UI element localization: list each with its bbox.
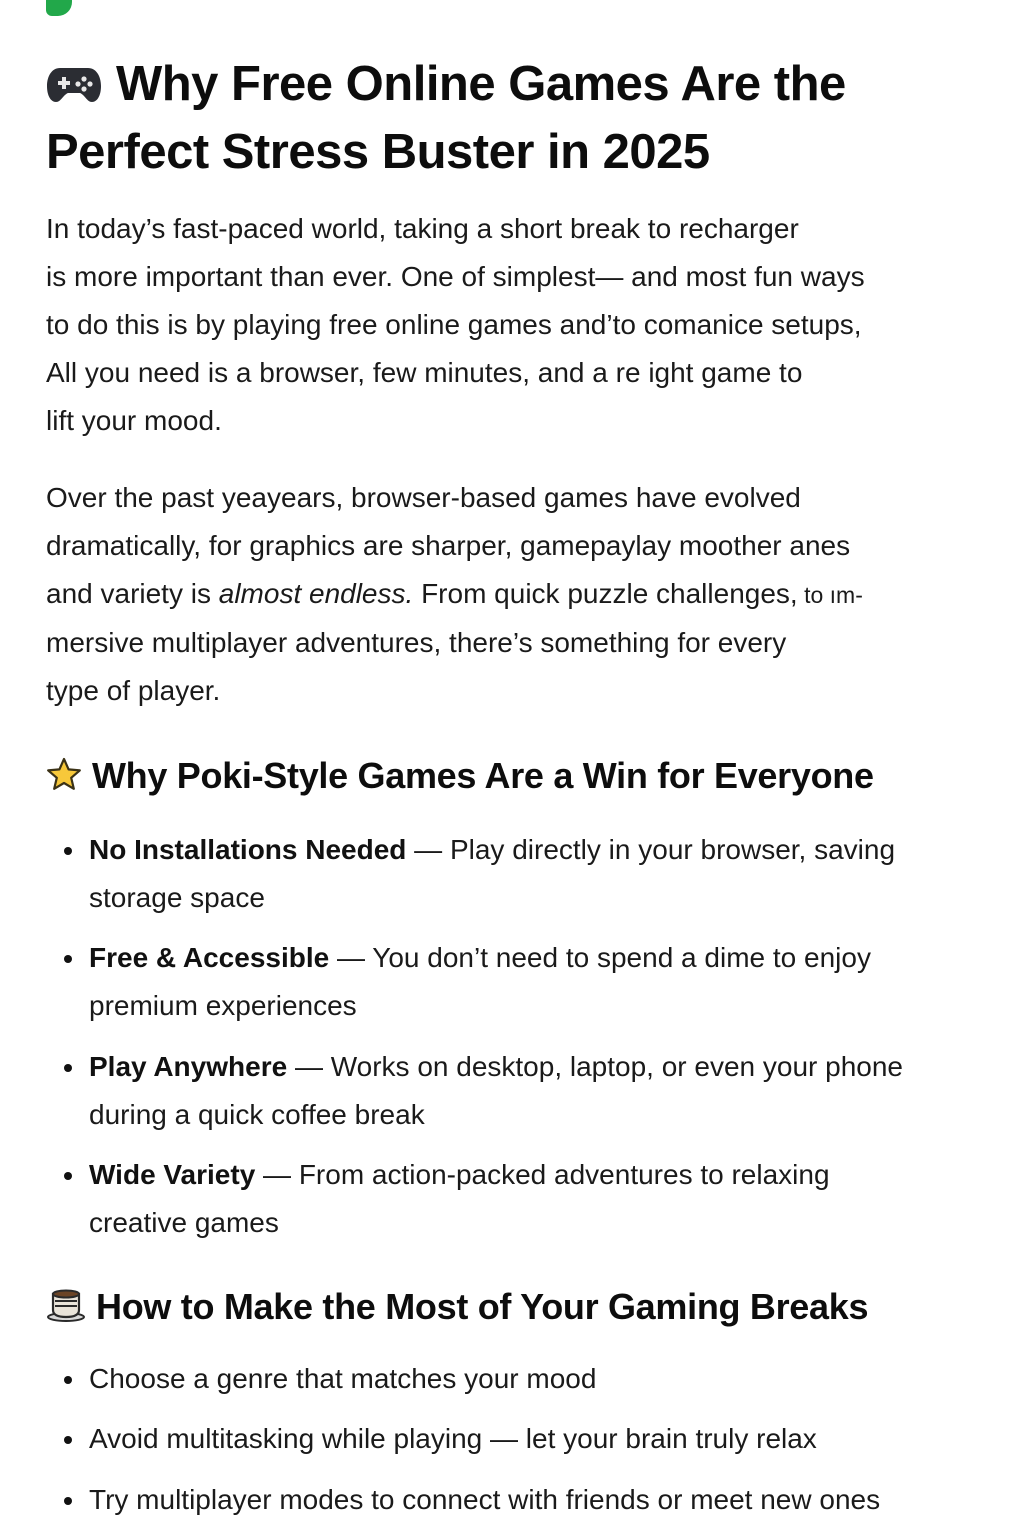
list-item-line: creative games <box>89 1207 279 1238</box>
list-item-line <box>89 1043 976 1091</box>
site-logo-icon <box>46 0 72 16</box>
list-item-text: — You don’t need to spend a dime to enjoy <box>329 942 871 973</box>
evolution-line <box>46 570 976 619</box>
list-item-title: Wide Variety <box>89 1159 256 1190</box>
title-line-2: Perfect Stress Buster in 2025 <box>46 125 710 179</box>
intro-line: In today’s fast-paced world, taking a short break to recharger <box>46 213 799 244</box>
list-item-title: Free & Accessible <box>89 942 330 973</box>
list-item-text: Try multiplayer modes to connect with friends or meet new ones <box>89 1484 881 1515</box>
bullet-icon <box>64 1436 72 1444</box>
list-item-line <box>89 934 976 982</box>
list-item-text: — Works on desktop, laptop, or even your phone <box>287 1051 904 1082</box>
list-item-text: Avoid multitasking while playing — let your brain truly relax <box>89 1423 817 1454</box>
benefits-list <box>46 826 976 1247</box>
section-heading-benefits <box>46 752 986 803</box>
bullet-icon <box>64 1376 72 1384</box>
intro-line: is more important than ever. One of simplest— and most fun ways <box>46 261 865 292</box>
list-item <box>46 1043 976 1139</box>
list-item-line: storage space <box>89 882 265 913</box>
bullet-icon <box>64 1064 72 1072</box>
coffee-cup-icon <box>46 1286 86 1334</box>
star-icon <box>46 755 82 803</box>
evolution-line: Over the past yeaуears, browser-based games have evolved <box>46 482 801 513</box>
section-heading-tips <box>46 1283 986 1334</box>
evolution-text-small: to ım- <box>797 582 863 608</box>
list-item <box>46 1415 976 1463</box>
section-heading-text: Why Poki-Style Games Are a Win for Everyone <box>92 755 874 796</box>
evolution-line: dramatically, for graphics are sharper, gamepaylay moother anes <box>46 530 851 561</box>
evolution-paragraph <box>46 474 976 715</box>
evolution-line: type of player. <box>46 675 221 706</box>
list-item <box>46 1355 976 1403</box>
emphasis-text: almost endless. <box>218 578 414 609</box>
evolution-text: From quick puzzle challenges, <box>413 578 798 609</box>
list-item <box>46 934 976 1030</box>
title-line-1: Why Free Online Games Are the <box>116 57 846 111</box>
bullet-icon <box>64 1497 72 1505</box>
evolution-text: and variety is <box>46 578 219 609</box>
tips-list <box>46 1355 976 1524</box>
list-item-title: Play Anywhere <box>89 1051 288 1082</box>
list-item-text: — Play directly in your browser, saving <box>406 834 896 865</box>
list-item <box>46 826 976 922</box>
page-title <box>46 52 986 184</box>
bullet-icon <box>64 955 72 963</box>
list-item <box>46 1151 976 1247</box>
list-item-line <box>89 826 976 874</box>
list-item-title: No Installations Needed <box>89 834 407 865</box>
intro-paragraph <box>46 205 976 445</box>
bullet-icon <box>64 847 72 855</box>
section-heading-text: How to Make the Most of Your Gaming Breaks <box>96 1286 869 1327</box>
list-item-line: during a quick coffee break <box>89 1099 425 1130</box>
intro-line: All you need is a browser, few minutes, and a re ight game to <box>46 357 803 388</box>
evolution-line: mersive multiplayer adventures, there’s something for every <box>46 627 787 658</box>
list-item-text: — From action-packed adventures to relaxing <box>255 1159 830 1190</box>
gamepad-icon <box>46 56 102 120</box>
list-item-line: premium experiences <box>89 990 357 1021</box>
intro-line: lift your mood. <box>46 405 222 436</box>
bullet-icon <box>64 1172 72 1180</box>
intro-line: to do this is by playing free online games and’to comanice setups, <box>46 309 862 340</box>
list-item-text: Choose a genre that matches your mood <box>89 1363 597 1394</box>
list-item-line <box>89 1151 976 1199</box>
list-item <box>46 1476 976 1524</box>
